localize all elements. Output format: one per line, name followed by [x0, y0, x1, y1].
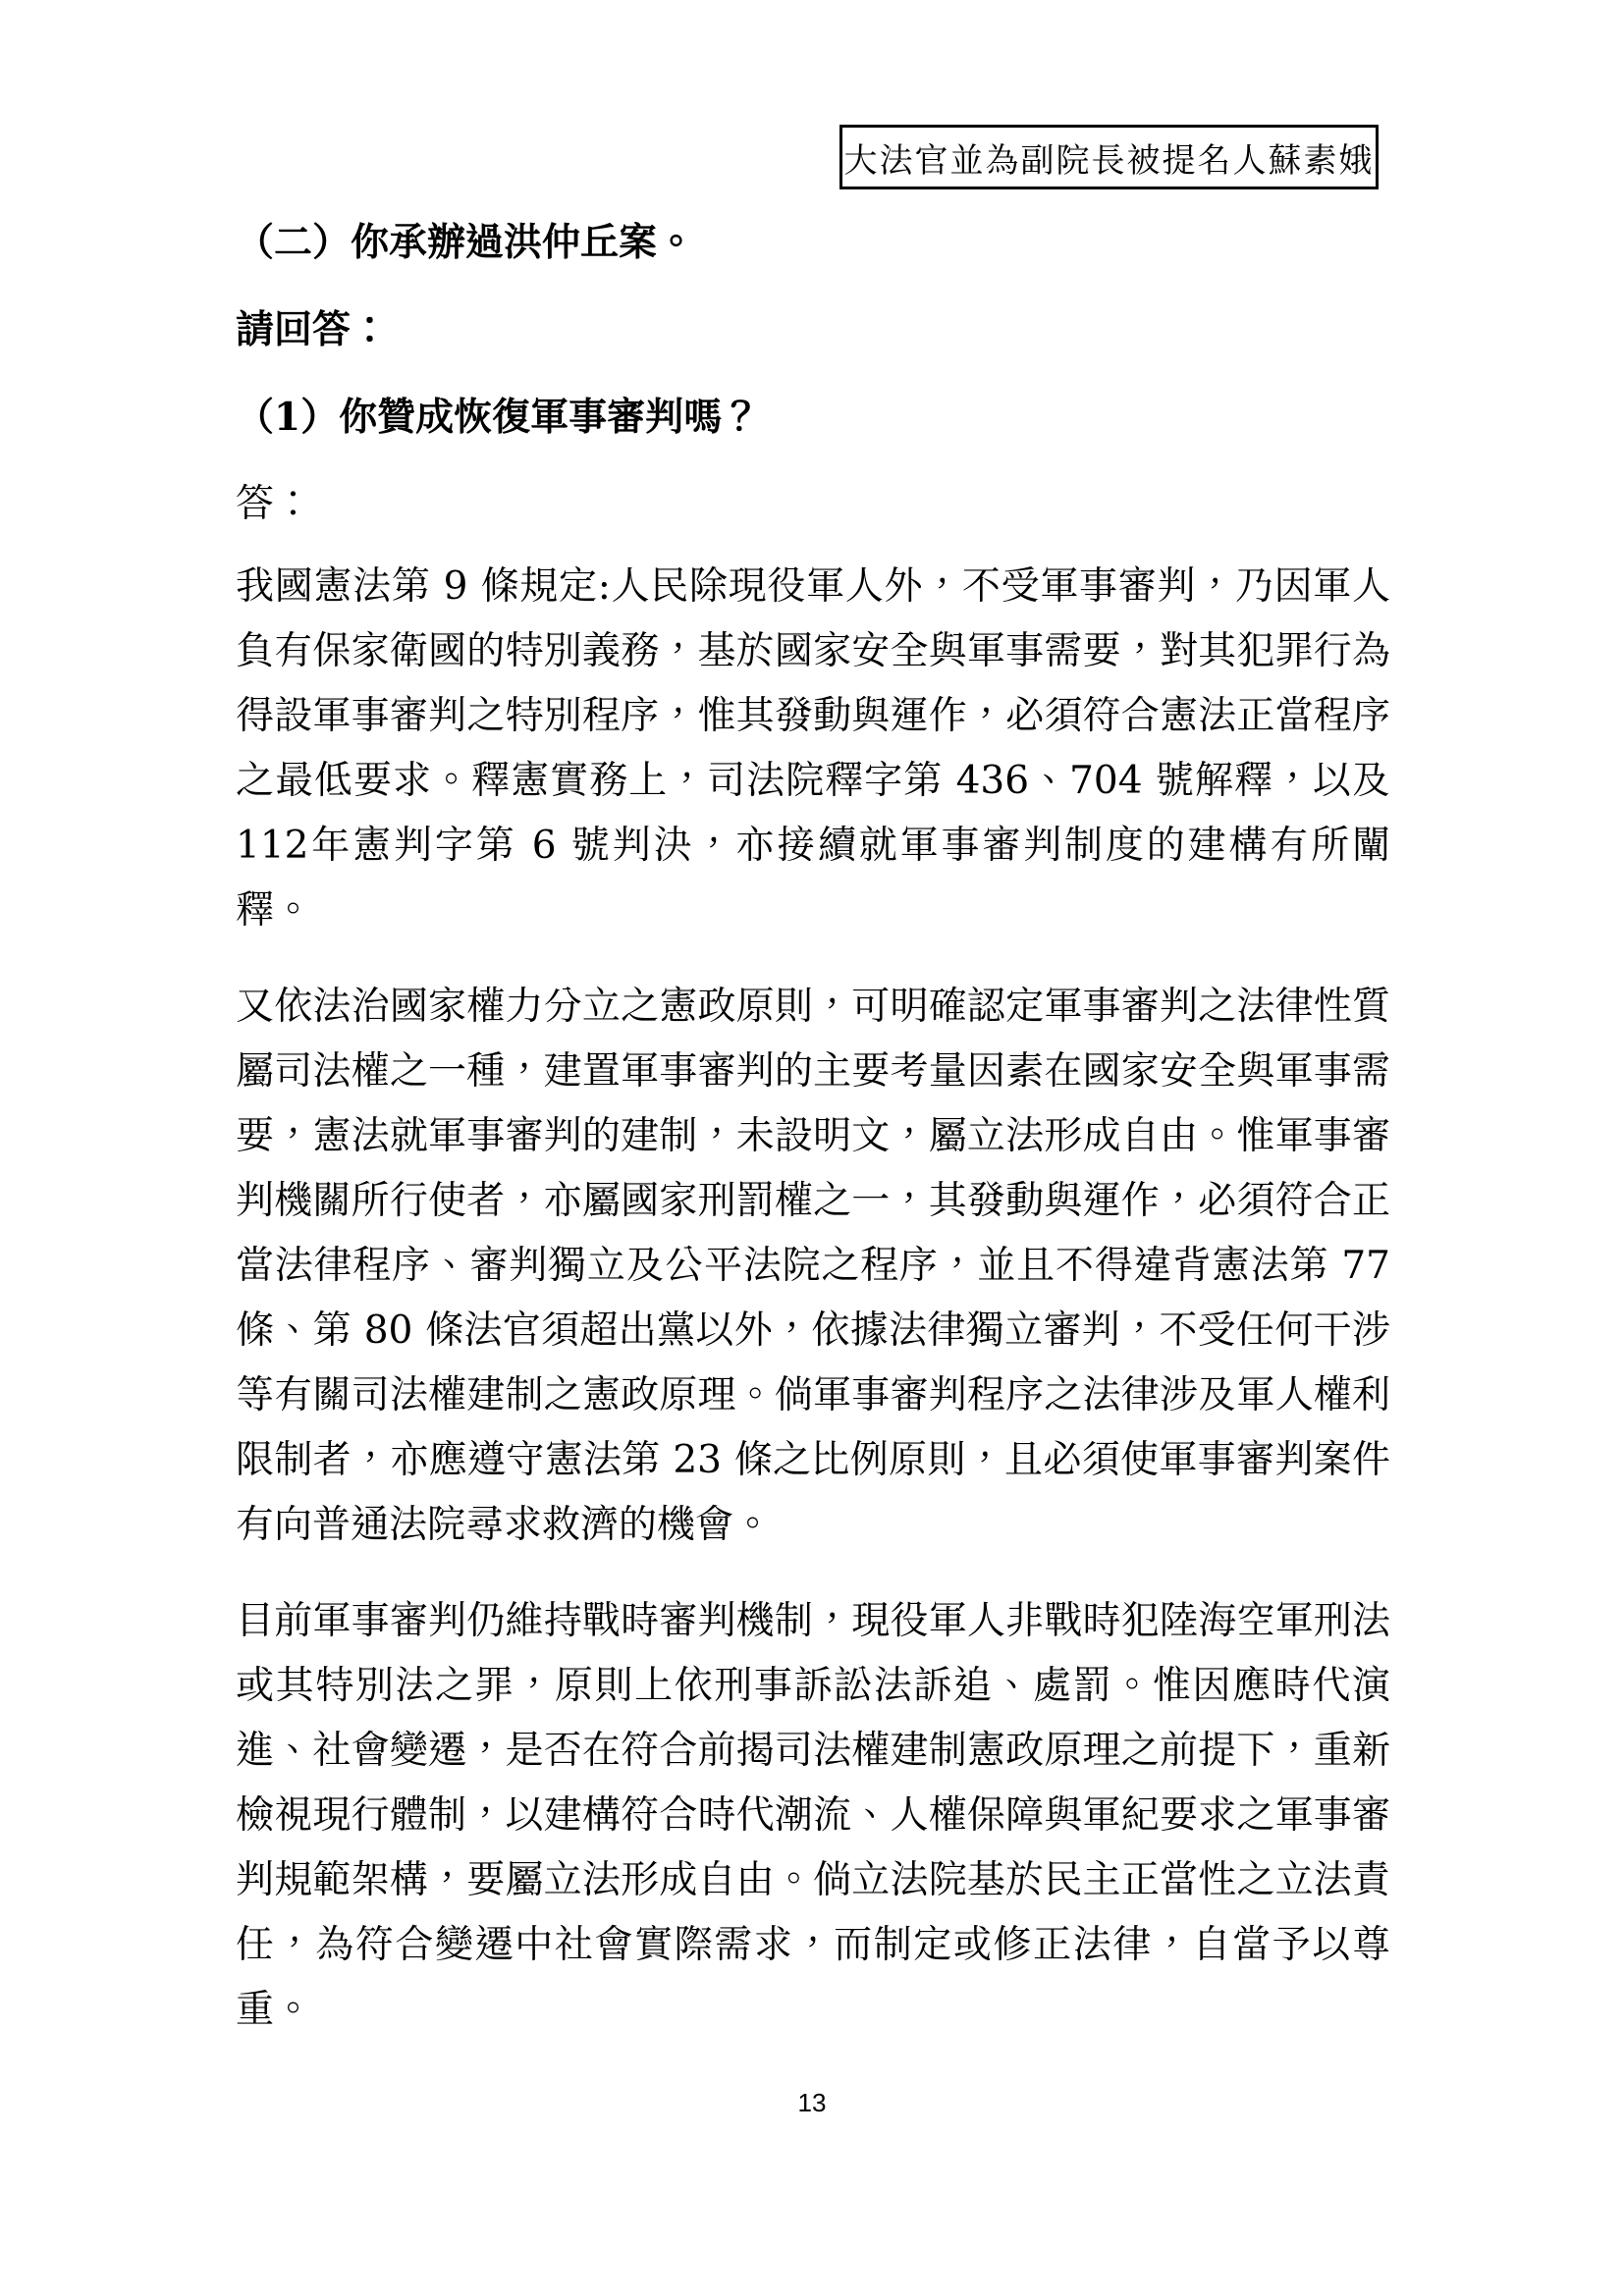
nominee-title-box	[839, 125, 1379, 189]
answer-paragraph-1: 我國憲法第 9 條規定:人民除現役軍人外，不受軍事審判，乃因軍人負有保家衛國的特別義務，基於國家安全與軍事需要，對其犯罪行為得設軍事審判之特別程序，惟其發動與運作，必須符合憲法正當程序之最低要求。釋憲實務上，司法院釋字第 436、704 號解釋，以及 112年憲判字第 6 號判決，亦接續就軍事審判制度的建構有所闡釋。	[236, 564, 1390, 933]
answer-paragraph-3: 目前軍事審判仍維持戰時審判機制，現役軍人非戰時犯陸海空軍刑法或其特別法之罪，原則上依刑事訴訟法訴追、處罰。惟因應時代演進、社會變遷，是否在符合前揭司法權建制憲政原理之前提下，重新檢視現行體制，以建構符合時代潮流、人權保障與軍紀要求之軍事審判規範架構，要屬立法形成自由。倘立法院基於民主正當性之立法責任，為符合變遷中社會實際需求，而制定或修正法律，自當予以尊重。	[236, 1599, 1390, 2032]
answer-paragraph-2: 又依法治國家權力分立之憲政原則，可明確認定軍事審判之法律性質屬司法權之一種，建置軍事審判的主要考量因素在國家安全與軍事需要，憲法就軍事審判的建制，未設明文，屬立法形成自由。惟軍事審判機關所行使者，亦屬國家刑罰權之一，其發動與運作，必須符合正當法律程序、審判獨立及公平法院之程序，並且不得違背憲法第 77 條、第 80 條法官須超出黨以外，依據法律獨立審判，不受任何干涉等有關司法權建制之憲政原理。倘軍事審判程序之法律涉及軍人權利限制者，亦應遵守憲法第 23 條之比例原則，且必須使軍事審判案件有向普通法院尋求救濟的機會。	[236, 985, 1390, 1547]
section-heading: （二）你承辦過洪仲丘案。	[236, 220, 696, 265]
answer-label: 答：	[236, 482, 313, 526]
prompt-heading: 請回答：	[236, 307, 390, 352]
page-number: 13	[797, 2088, 827, 2117]
document-body	[236, 210, 1390, 2043]
question-heading: （1）你贊成恢復軍事審判嗎？	[236, 395, 761, 440]
nominee-title-text: 大法官並為副院長被提名人蘇素娥	[843, 140, 1375, 181]
